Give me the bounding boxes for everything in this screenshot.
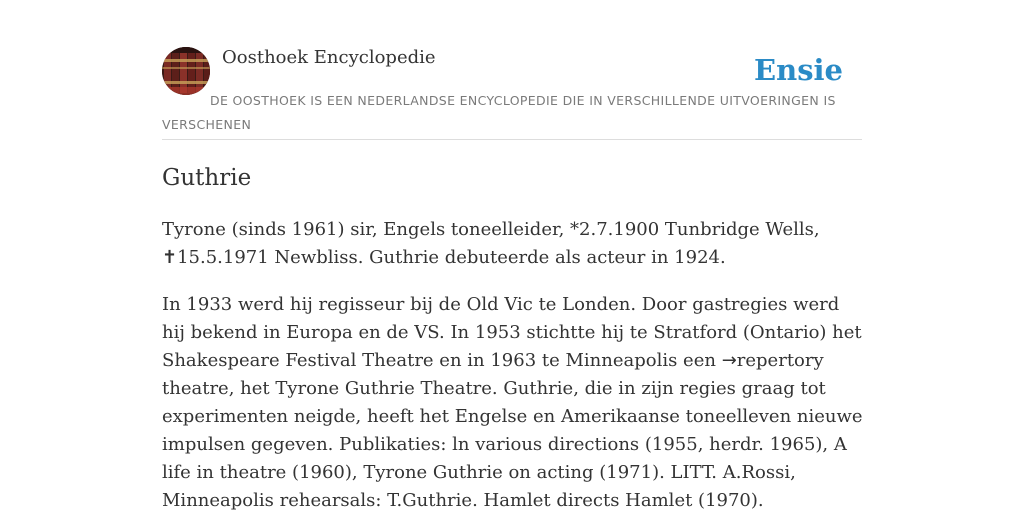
paragraph-text: Tyrone (sinds 1961) sir, Engels toneelleider, *2.7.1900 Tunbridge Wells, ✝15.5.1971 Newbliss. Guthrie debuteerde als acteur in 1924. [162, 219, 820, 268]
article-body [162, 216, 867, 512]
article-paragraph [162, 291, 867, 512]
encyclopedia-books-icon[interactable] [162, 47, 210, 95]
paragraph-text: In 1933 werd hij regisseur bij de Old Vic te Londen. Door gastregies werd hij bekend in Europa en de VS. In 1953 stichtte hij te Stratford (Ontario) het Shakespeare Festival Theatre en in 1963 te Minneapolis een [162, 294, 862, 371]
header-divider [162, 139, 862, 140]
site-tagline: DE OOSTHOEK IS EEN NEDERLANDSE ENCYCLOPEDIE DIE IN VERSCHILLENDE UITVOERINGEN IS VERSCHENEN [162, 93, 836, 132]
cross-reference-arrow-icon: → [721, 350, 737, 371]
article-paragraph [162, 216, 867, 272]
article-title: Guthrie [162, 165, 252, 191]
brand-logo[interactable]: Ensie [754, 53, 843, 87]
cross-reference-link[interactable]: repertory theatre, het Tyrone Guthrie Theatre. Guthrie, die in zijn regies graag tot experimenten neigde, heeft het Engelse en Amerikaanse toneelleven nieuwe impulsen gegeven. Publikaties: ln various directions (1955, herdr. 1965), A life in theatre (1960), Tyrone Guthrie on acting (1971). LITT. A.Rossi, Minneapolis rehearsals: T.Guthrie. Hamlet directs Hamlet (1970). [162, 350, 863, 511]
page [162, 0, 862, 512]
site-title[interactable]: Oosthoek Encyclopedie [222, 47, 436, 68]
